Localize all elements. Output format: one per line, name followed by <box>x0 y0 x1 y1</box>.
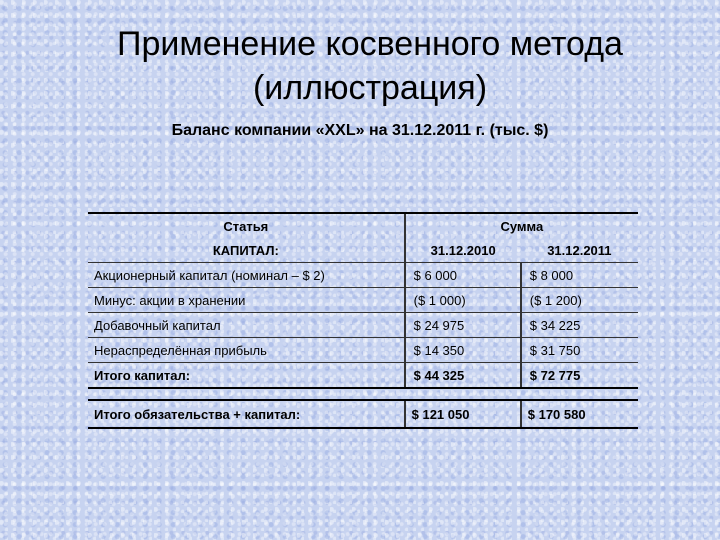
total-label: Итого капитал: <box>88 363 405 389</box>
grand-total-value-2011: $ 170 580 <box>521 400 638 428</box>
row-value-2010: $ 24 975 <box>405 313 521 338</box>
table-row <box>88 263 638 288</box>
row-value-2011: $ 34 225 <box>521 313 638 338</box>
row-label: Нераспределённая прибыль <box>88 338 405 363</box>
header-date-2011: 31.12.2011 <box>547 242 612 258</box>
total-value-2011: $ 72 775 <box>521 363 638 389</box>
row-label: Добавочный капитал <box>88 313 405 338</box>
row-value-2010: $ 6 000 <box>405 263 521 288</box>
total-row <box>88 363 638 389</box>
header-date-2010: 31.12.2010 <box>405 238 521 263</box>
row-label: Акционерный капитал (номинал – $ 2) <box>88 263 405 288</box>
grand-total-row <box>88 400 638 428</box>
table-row <box>88 288 638 313</box>
balance-table <box>88 212 638 429</box>
row-value-2011: $ 31 750 <box>521 338 638 363</box>
header-item: Статья <box>88 213 405 238</box>
row-value-2010: $ 14 350 <box>405 338 521 363</box>
slide-title-line1: Применение косвенного метода <box>117 25 623 63</box>
row-value-2011: $ 8 000 <box>521 263 638 288</box>
subheader-row <box>88 238 638 263</box>
grand-total-label: Итого обязательства + капитал: <box>88 400 405 428</box>
table-row <box>88 313 638 338</box>
row-label: Минус: акции в хранении <box>88 288 405 313</box>
header-sum: Сумма <box>405 213 638 238</box>
slide-title <box>0 22 720 110</box>
section-label: КАПИТАЛ: <box>212 242 279 258</box>
grand-total-value-2010: $ 121 050 <box>405 400 521 428</box>
header-row <box>88 213 638 238</box>
table-row <box>88 338 638 363</box>
slide-title-line2: (иллюстрация) <box>252 69 488 107</box>
spacer-row <box>88 388 638 400</box>
row-value-2011: ($ 1 200) <box>521 288 638 313</box>
total-value-2010: $ 44 325 <box>405 363 521 389</box>
slide-subtitle: Баланс компании «XXL» на 31.12.2011 г. (тыс. $) <box>171 122 549 139</box>
row-value-2010: ($ 1 000) <box>405 288 521 313</box>
